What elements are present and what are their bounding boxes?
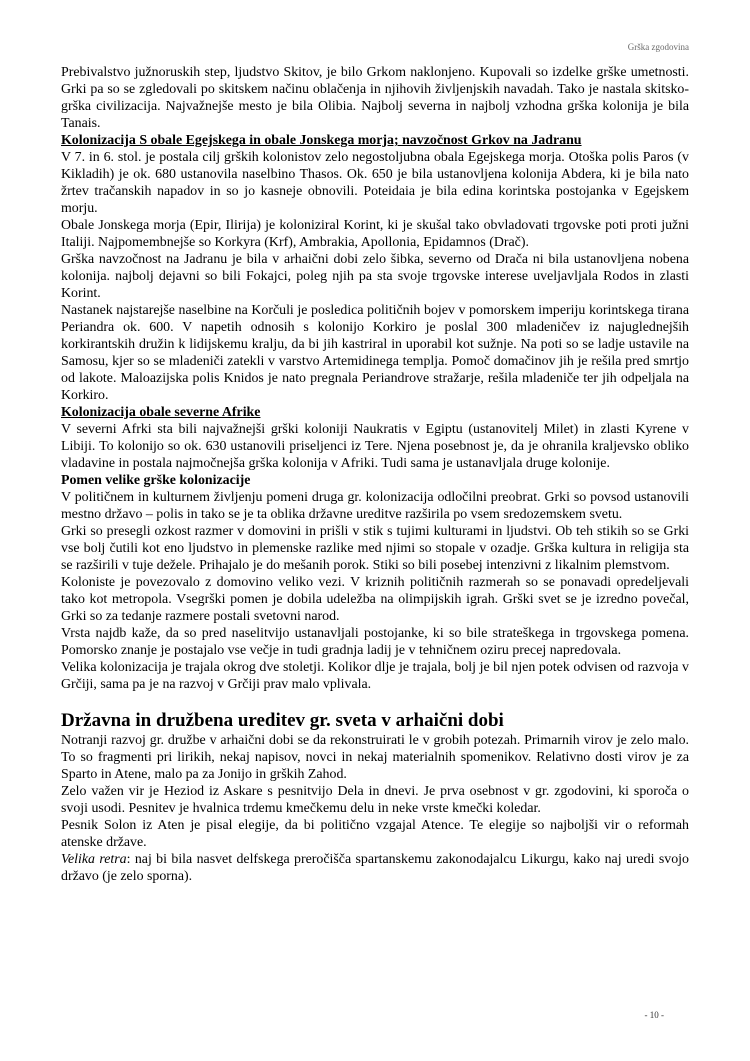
paragraph: Prebivalstvo južnoruskih step, ljudstvo Skitov, je bilo Grkom naklonjeno. Kupovali so izdelke grške umetnosti. Grki pa so se zgledovali po skitskem načinu oblačenja in njihovih življenjskih navadah. Tako je nastala skitsko-grška civilizacija. Najvažnejše mesto je bila Olibia. Najbolj severna in najbolj vzhodna grška kolonija je bila Tanais. bbox=[61, 65, 689, 131]
paragraph: V severni Afrki sta bili najvažnejši grški koloniji Naukratis v Egiptu (ustanovitelj Milet) in zlasti Kyrene v Libiji. To kolonijo so ok. 630 ustanovili priseljenci iz Tere. Njena posebnost je, da je ohranila kraljevsko obliko vladavine in postala najmočnejša grška kolonija v Afriki. Tudi sama je ustanavljala druge kolonije. bbox=[61, 422, 689, 471]
paragraph: Pesnik Solon iz Aten je pisal elegije, da bi politično vzgajal Atence. Te elegije so najboljši vir o reformah atenske države. bbox=[61, 818, 689, 850]
section-heading-colonization-aegean: Kolonizacija S obale Egejskega in obale Jonskega morja; navzočnost Grkov na Jadranu bbox=[61, 133, 582, 148]
paragraph: Grki so presegli ozkost razmer v domovini in prišli v stik s tujimi kulturami in ljudstvi. Ob teh stikih so se Grki vse bolj čutili kot eno ljudstvo in plemenske razlike med njimi so stopale v ozadje. Grška kultura in religija sta se razširili v tuje dežele. Prihajalo je do mešanih porok. Stiki so bili posebej intenzivni z likalnim plemstvom. bbox=[61, 524, 689, 573]
paragraph: Velika kolonizacija je trajala okrog dve stoletji. Kolikor dlje je trajala, bolj je bil njen potek odvisen od razvoja v Grčiji, sama pa je na razvoj v Grčiji prav malo vplivala. bbox=[61, 660, 689, 692]
running-header: Grška zgodovina bbox=[627, 42, 689, 52]
paragraph: V političnem in kulturnem življenju pomeni druga gr. kolonizacija odločilni preobrat. Grki so povsod ustanovili mestno državo – polis in tako se je ta oblika državne ureditve razširila po vsem sredozemskem svetu. bbox=[61, 490, 689, 522]
chapter-heading: Državna in družbena ureditev gr. sveta v arhaični dobi bbox=[61, 710, 504, 731]
paragraph: Notranji razvoj gr. družbe v arhaični dobi se da rekonstruirati le v grobih potezah. Primarnih virov je zelo malo. To so fragmenti pri lirikih, nekaj napisov, novci in nekaj materialnih spomenikov. Relativno dosti virov je za Sparto in Atene, malo pa za Jonijo in grških Zahod. bbox=[61, 733, 689, 782]
page-number: - 10 - bbox=[644, 1010, 664, 1020]
page-body bbox=[61, 64, 689, 885]
paragraph: V 7. in 6. stol. je postala cilj grških kolonistov zelo negostoljubna obala Egejskega morja. Otoška polis Paros (v Kikladih) je ok. 680 ustanovila naselbino Thasos. Ok. 650 je bila ustanovljena kolonija Abdera, ki je bila nato žrtev tračanskih napadov in so jo kasneje obnovili. Poteidaia je bila edina korintska postojanka v Egejskem morju. bbox=[61, 150, 689, 216]
paragraph: Zelo važen vir je Heziod iz Askare s pesnitvijo Dela in dnevi. Je prva osebnost v gr. zgodovini, ki sporoča o svoji usodi. Pesnitev je hvalnica trdemu kmečkemu delu in neke vrste kmečki koledar. bbox=[61, 784, 689, 816]
section-heading-significance: Pomen velike grške kolonizacije bbox=[61, 473, 251, 488]
italic-term: Velika retra bbox=[61, 852, 127, 867]
paragraph: Vrsta najdb kaže, da so pred naselitvijo ustanavljali postojanke, ki so bile strateškega in trgovskega pomena. Pomorsko znanje je postajalo vse večje in tudi gradnja ladij je v tehničnem oziru precej napredovala. bbox=[61, 626, 689, 658]
paragraph: Koloniste je povezovalo z domovino veliko vezi. V kriznih političnih razmerah so se ponavadi opredeljevali tako kot metropola. Vsegrški pomen je dobila udeležba na olimpijskih igrah. Grški svet se je izredno povečal, Grki so za tedanje razmere postali svetovni narod. bbox=[61, 575, 689, 624]
paragraph-text: : naj bi bila nasvet delfskega preročišča spartanskemu zakonodajalcu Likurgu, kako naj uredi svojo državo (je zelo sporna). bbox=[61, 852, 689, 884]
paragraph: Obale Jonskega morja (Epir, Ilirija) je koloniziral Korint, ki je skušal tako obvladovati trgovske poti proti južni Italiji. Najpomembnejše so Korkyra (Krf), Ambrakia, Apollonia, Epidamnos (Drač). bbox=[61, 218, 689, 250]
paragraph: Nastanek najstarejše naselbine na Korčuli je posledica političnih bojev v pomorskem imperiju korintskega tirana Periandra ok. 600. V napetih odnosih s kolonijo Korkiro je poslal 300 mladeničev iz najuglednejših korkirantskih družin k lidijskemu kralju, da bi jih kastriral in uporabil kot sužnje. Na poti so se ladje ustavile na Samosu, kjer so se mladeniči zatekli v varstvo Artemidinega templja. Pomoč domačinov jih je rešila pred smrtjo od lakote. Maloazijska polis Knidos je nato pregnala Periandrove stražarje, rešila mladeniče ter jih odpeljala na Korkiro. bbox=[61, 303, 689, 403]
paragraph bbox=[61, 851, 689, 885]
paragraph: Grška navzočnost na Jadranu je bila v arhaični dobi zelo šibka, severno od Drača ni bila ustanovljena nobena kolonija. najbolj dejavni so bili Fokajci, poleg njih pa sta svoje trgovske interese uveljavljala Rodos in zlasti Korint. bbox=[61, 252, 689, 301]
section-heading-colonization-africa: Kolonizacija obale severne Afrike bbox=[61, 405, 261, 420]
